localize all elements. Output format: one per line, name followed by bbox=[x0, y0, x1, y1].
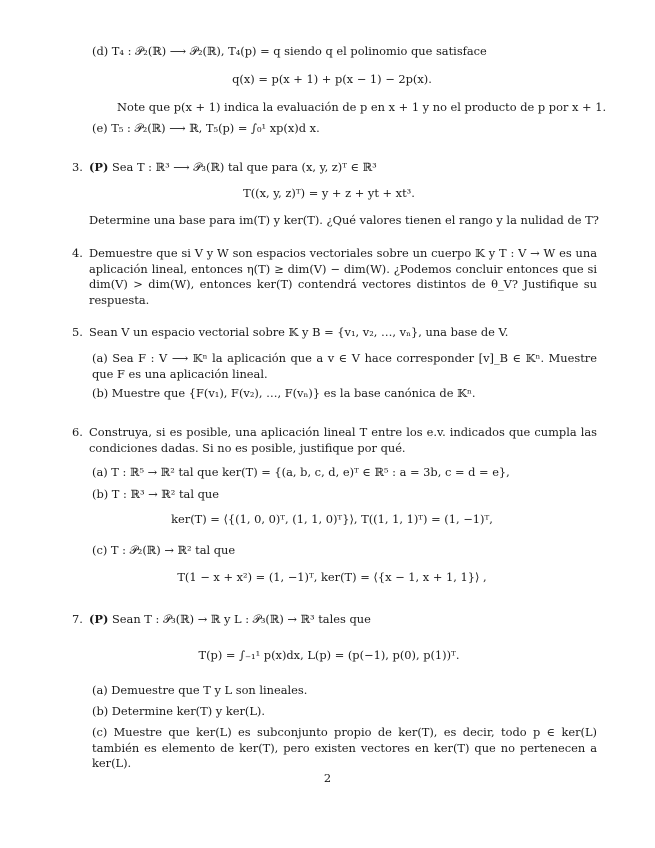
item-d-note: Note que p(x + 1) indica la evaluación de p en x + 1 y no el producto de p por x + 1. bbox=[117, 100, 607, 114]
problem-7-text: Sean T : 𝒫₃(ℝ) → ℝ y L : 𝒫₃(ℝ) → ℝ³ tales que bbox=[111, 612, 371, 626]
problem-3-statement bbox=[89, 160, 599, 176]
problem-7-part-a: (a) Demuestre que T y L son lineales. bbox=[92, 683, 308, 697]
problem-5-number: 5. bbox=[72, 325, 83, 339]
problem-6-part-c-equation: T(1 − x + x²) = (1, −1)ᵀ, ker(T) = ⟨{x − 1, x + 1, 1}⟩ , bbox=[177, 570, 487, 584]
problem-6-part-c: (c) T : 𝒫₂(ℝ) → ℝ² tal que bbox=[92, 543, 236, 557]
problem-7-statement bbox=[89, 612, 599, 628]
problem-6-part-b: (b) T : ℝ³ → ℝ² tal que bbox=[92, 487, 219, 501]
item-d-text: (d) T₄ : 𝒫₂(ℝ) ⟶ 𝒫₂(ℝ), T₄(p) = q siendo q el polinomio que satisface bbox=[92, 44, 487, 58]
problem-7-equation: T(p) = ∫₋₁¹ p(x)dx, L(p) = (p(−1), p(0), p(1))ᵀ. bbox=[198, 648, 460, 662]
problem-5-part-b: (b) Muestre que {F(v₁), F(v₂), …, F(vₙ)} es la base canónica de 𝕂ⁿ. bbox=[92, 386, 476, 400]
problem-3-tag: (P) bbox=[89, 160, 109, 174]
problem-7-number: 7. bbox=[72, 612, 83, 626]
problem-3-equation: T((x, y, z)ᵀ) = y + z + yt + xt³. bbox=[243, 186, 415, 200]
problem-7-part-c: (c) Muestre que ker(L) es subconjunto propio de ker(T), es decir, todo p ∈ ker(L) también es elemento de ker(T), pero existen vectores en ker(T) que no pertenecen a ker(L). bbox=[92, 725, 597, 771]
problem-7-tag: (P) bbox=[89, 612, 109, 626]
problem-7-part-b: (b) Determine ker(T) y ker(L). bbox=[92, 704, 265, 718]
problem-3-question: Determine una base para im(T) y ker(T). ¿Qué valores tienen el rango y la nulidad de T? bbox=[89, 213, 599, 227]
page-number: 2 bbox=[323, 771, 332, 785]
item-d-equation: q(x) = p(x + 1) + p(x − 1) − 2p(x). bbox=[232, 72, 432, 86]
problem-6-part-a: (a) T : ℝ⁵ → ℝ² tal que ker(T) = {(a, b, c, d, e)ᵀ ∈ ℝ⁵ : a = 3b, c = d = e}, bbox=[92, 465, 510, 479]
problem-6-number: 6. bbox=[72, 425, 83, 439]
problem-4-number: 4. bbox=[72, 246, 83, 260]
problem-3-number: 3. bbox=[72, 160, 83, 174]
problem-6-part-b-equation: ker(T) = ⟨{(1, 0, 0)ᵀ, (1, 1, 0)ᵀ}⟩, T((1, 1, 1)ᵀ) = (1, −1)ᵀ, bbox=[171, 512, 493, 526]
problem-3-text: Sea T : ℝ³ ⟶ 𝒫₃(ℝ) tal que para (x, y, z)ᵀ ∈ ℝ³ bbox=[111, 160, 377, 174]
item-e-text: (e) T₅ : 𝒫₂(ℝ) ⟶ ℝ, T₅(p) = ∫₀¹ xp(x)d x. bbox=[92, 121, 320, 135]
problem-5-text: Sean V un espacio vectorial sobre 𝕂 y B = {v₁, v₂, …, vₙ}, una base de V. bbox=[89, 325, 509, 339]
problem-5-part-a: (a) Sea F : V ⟶ 𝕂ⁿ la aplicación que a v ∈ V hace corresponder [v]_B ∈ 𝕂ⁿ. Muestre que F es una aplicación lineal. bbox=[92, 351, 597, 381]
problem-6-text: Construya, si es posible, una aplicación lineal T entre los e.v. indicados que cumpla las condiciones dadas. Si no es posible, justifique por qué. bbox=[89, 425, 597, 455]
problem-4-text: Demuestre que si V y W son espacios vectoriales sobre un cuerpo 𝕂 y T : V → W es una aplicación lineal, entonces η(T) ≥ dim(V) − dim(W). ¿Podemos concluir entonces que si dim(V) > dim(W), entonces ker(T) contendrá vectores distintos de θ_V? Justifique su respuesta. bbox=[89, 246, 597, 307]
